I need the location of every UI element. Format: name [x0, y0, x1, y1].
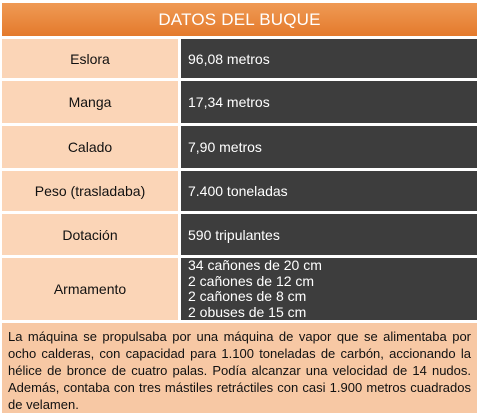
armament-item: 2 cañones de 8 cm — [188, 288, 307, 304]
table-row-armamento — [2, 258, 477, 320]
row-value: 590 tripulantes — [181, 214, 477, 255]
row-label: Peso (trasladaba) — [2, 171, 178, 211]
ship-description: La máquina se propulsaba por una máquina de vapor que se alimentaba por ocho calderas, con capacidad para 1.100 toneladas de carbón, accionando la hélice de bronce de cuatro palas. Podía alcanzar una velocidad de 14 nudos. Además, contaba con tres mástiles retráctiles con casi 1.900 metros cuadrados de velamen. — [2, 323, 477, 413]
row-label: Dotación — [2, 214, 178, 255]
armament-item: 2 obuses de 15 cm — [188, 303, 307, 320]
row-label: Armamento — [2, 258, 178, 320]
row-value: 7.400 toneladas — [181, 171, 477, 211]
table-title: DATOS DEL BUQUE — [2, 3, 477, 36]
row-label: Eslora — [2, 39, 178, 78]
row-label: Calado — [2, 126, 178, 168]
armament-item: 2 cañones de 12 cm — [188, 272, 315, 289]
row-value: 17,34 metros — [181, 81, 477, 123]
row-value: 96,08 metros — [181, 39, 477, 78]
armament-list — [181, 258, 477, 320]
row-label: Manga — [2, 81, 178, 123]
table-row-manga — [2, 81, 477, 123]
armament-item: 34 cañones de 20 cm — [188, 257, 322, 273]
table-row-calado — [2, 126, 477, 168]
table-row-peso — [2, 171, 477, 211]
row-value: 7,90 metros — [181, 126, 477, 168]
table-row-eslora — [2, 39, 477, 78]
table-row-dotacion — [2, 214, 477, 255]
